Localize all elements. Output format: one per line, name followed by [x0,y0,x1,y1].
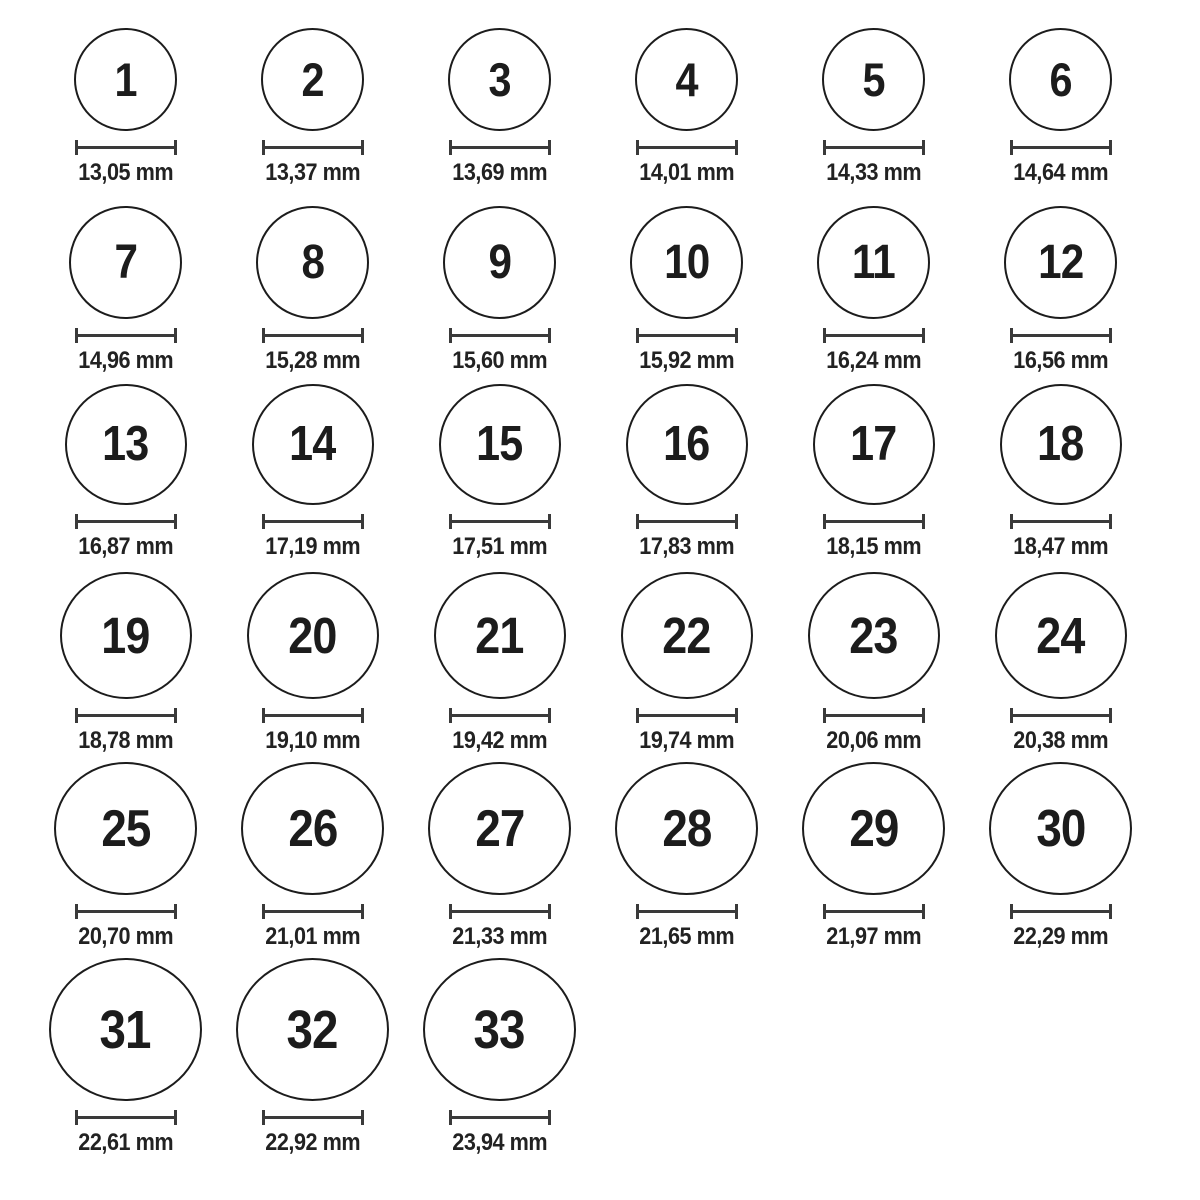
measure-tick-right [548,708,551,723]
measure-tick-right [735,328,738,343]
ring-size-item [593,572,780,754]
diameter-label: 21,33 mm [452,923,547,950]
size-number: 18 [1037,417,1084,471]
measure-tick-right [361,140,364,155]
diameter-measure-line [1010,140,1112,155]
diameter-measure-line [262,1110,364,1125]
diameter-label: 19,74 mm [639,727,734,754]
size-circle [448,28,551,131]
measure-tick-right [735,514,738,529]
diameter-label: 17,51 mm [452,533,547,560]
measure-tick-right [922,514,925,529]
diameter-label: 16,87 mm [78,533,173,560]
size-number: 25 [100,799,151,858]
ring-size-item [32,958,219,1156]
size-number: 29 [848,799,899,858]
size-circle [802,762,945,895]
diameter-measure-line [75,328,177,343]
measure-bar [823,520,925,523]
measure-bar [823,334,925,337]
measure-tick-right [174,140,177,155]
ring-size-item [406,384,593,560]
measure-bar [636,146,738,149]
ring-size-item [406,572,593,754]
size-number: 4 [675,53,698,106]
diameter-measure-line [823,140,925,155]
diameter-measure-line [75,514,177,529]
diameter-measure-line [449,1110,551,1125]
diameter-label: 16,56 mm [1013,347,1108,374]
diameter-label: 22,29 mm [1013,923,1108,950]
ring-size-item [32,198,219,374]
ring-size-item [967,762,1154,950]
measure-tick-right [174,328,177,343]
ring-size-item [32,572,219,754]
size-number: 31 [99,999,152,1060]
diameter-label: 21,65 mm [639,923,734,950]
ring-size-item [780,384,967,560]
diameter-label: 22,92 mm [265,1129,360,1156]
diameter-measure-line [75,904,177,919]
size-number: 32 [286,999,339,1060]
diameter-measure-line [1010,904,1112,919]
measure-tick-right [361,708,364,723]
ring-size-item [593,384,780,560]
size-circle [252,384,374,505]
ring-size-item [780,762,967,950]
chart-row [32,958,1200,1200]
size-circle [74,28,177,131]
size-circle [1009,28,1112,131]
diameter-measure-line [449,140,551,155]
diameter-label: 17,19 mm [265,533,360,560]
measure-tick-right [361,904,364,919]
ring-size-item [967,198,1154,374]
size-circle [822,28,925,131]
diameter-label: 22,61 mm [78,1129,173,1156]
diameter-measure-line [262,708,364,723]
diameter-label: 18,47 mm [1013,533,1108,560]
diameter-measure-line [449,514,551,529]
ring-size-item [593,0,780,186]
ring-size-item [967,384,1154,560]
diameter-measure-line [636,140,738,155]
size-number: 17 [850,417,897,471]
diameter-measure-line [636,514,738,529]
diameter-label: 15,28 mm [265,347,360,374]
ring-size-item [593,198,780,374]
chart-row [32,198,1200,384]
measure-tick-right [735,708,738,723]
measure-tick-right [361,328,364,343]
ring-size-item [219,572,406,754]
diameter-label: 20,06 mm [826,727,921,754]
size-circle [808,572,940,699]
size-circle [434,572,566,699]
diameter-label: 15,92 mm [639,347,734,374]
size-circle [615,762,758,895]
size-number: 24 [1036,607,1085,664]
diameter-measure-line [1010,328,1112,343]
measure-bar [449,334,551,337]
size-number: 26 [287,799,338,858]
measure-bar [75,520,177,523]
measure-bar [1010,146,1112,149]
diameter-label: 19,10 mm [265,727,360,754]
measure-bar [636,334,738,337]
size-number: 14 [289,417,336,471]
diameter-label: 18,78 mm [78,727,173,754]
size-circle [49,958,202,1101]
measure-bar [449,146,551,149]
size-number: 5 [862,53,885,106]
diameter-measure-line [262,328,364,343]
measure-bar [1010,334,1112,337]
measure-tick-right [548,904,551,919]
diameter-label: 17,83 mm [639,533,734,560]
size-circle [247,572,379,699]
size-circle [989,762,1132,895]
size-circle [626,384,748,505]
ring-size-item [32,762,219,950]
size-number: 8 [301,235,324,289]
size-number: 27 [474,799,525,858]
measure-tick-right [174,708,177,723]
measure-bar [262,1116,364,1119]
ring-size-item [780,572,967,754]
size-circle [60,572,192,699]
size-circle [54,762,197,895]
size-circle [995,572,1127,699]
size-number: 11 [852,235,895,289]
measure-tick-right [174,514,177,529]
chart-row [32,384,1200,572]
size-number: 30 [1035,799,1086,858]
diameter-measure-line [449,328,551,343]
measure-bar [75,146,177,149]
measure-bar [1010,520,1112,523]
measure-tick-right [1109,328,1112,343]
diameter-label: 20,70 mm [78,923,173,950]
chart-row [32,572,1200,762]
diameter-measure-line [75,1110,177,1125]
size-circle [423,958,576,1101]
diameter-label: 15,60 mm [452,347,547,374]
measure-tick-right [548,328,551,343]
size-circle [635,28,738,131]
size-number: 28 [661,799,712,858]
ring-size-item [406,958,593,1156]
measure-bar [262,910,364,913]
size-circle [621,572,753,699]
measure-bar [1010,910,1112,913]
ring-size-item [219,958,406,1156]
diameter-label: 23,94 mm [452,1129,547,1156]
diameter-label: 19,42 mm [452,727,547,754]
diameter-measure-line [449,904,551,919]
size-number: 33 [473,999,526,1060]
size-number: 19 [101,607,150,664]
size-circle [443,206,556,319]
size-number: 13 [102,417,149,471]
ring-size-item [780,198,967,374]
size-circle [241,762,384,895]
measure-tick-right [548,1110,551,1125]
diameter-label: 18,15 mm [826,533,921,560]
diameter-measure-line [262,514,364,529]
diameter-label: 14,33 mm [826,159,921,186]
size-number: 21 [475,607,524,664]
measure-bar [262,520,364,523]
size-number: 10 [663,235,710,289]
measure-bar [449,714,551,717]
measure-tick-right [548,514,551,529]
size-circle [69,206,182,319]
measure-bar [636,714,738,717]
measure-bar [262,714,364,717]
diameter-label: 13,69 mm [452,159,547,186]
size-circle [813,384,935,505]
size-number: 12 [1037,235,1084,289]
measure-tick-right [1109,708,1112,723]
size-number: 9 [488,235,511,289]
measure-bar [449,1116,551,1119]
size-number: 6 [1049,53,1072,106]
size-circle [630,206,743,319]
size-number: 22 [662,607,711,664]
measure-tick-right [548,140,551,155]
measure-bar [636,520,738,523]
diameter-label: 14,01 mm [639,159,734,186]
ring-size-item [406,762,593,950]
measure-bar [262,334,364,337]
diameter-measure-line [636,328,738,343]
measure-bar [823,910,925,913]
ring-size-item [219,198,406,374]
size-number: 2 [301,53,324,106]
measure-bar [449,520,551,523]
diameter-measure-line [823,328,925,343]
diameter-label: 16,24 mm [826,347,921,374]
size-circle [817,206,930,319]
measure-bar [75,1116,177,1119]
size-number: 20 [288,607,337,664]
measure-bar [262,146,364,149]
measure-tick-right [922,904,925,919]
ring-size-item [219,384,406,560]
measure-bar [823,714,925,717]
size-circle [1004,206,1117,319]
measure-tick-right [174,1110,177,1125]
measure-bar [636,910,738,913]
diameter-label: 14,64 mm [1013,159,1108,186]
diameter-label: 13,37 mm [265,159,360,186]
measure-tick-right [361,514,364,529]
measure-tick-right [922,140,925,155]
measure-bar [75,334,177,337]
ring-size-item [406,198,593,374]
size-number: 15 [476,417,523,471]
measure-tick-right [174,904,177,919]
diameter-measure-line [823,904,925,919]
diameter-measure-line [1010,514,1112,529]
size-number: 16 [663,417,710,471]
ring-size-item [219,0,406,186]
measure-bar [823,146,925,149]
measure-tick-right [922,708,925,723]
diameter-measure-line [1010,708,1112,723]
size-circle [1000,384,1122,505]
diameter-label: 14,96 mm [78,347,173,374]
measure-bar [449,910,551,913]
measure-bar [1010,714,1112,717]
diameter-measure-line [823,514,925,529]
measure-tick-right [1109,140,1112,155]
diameter-measure-line [636,904,738,919]
ring-size-item [406,0,593,186]
ring-size-item [32,0,219,186]
diameter-measure-line [823,708,925,723]
diameter-measure-line [262,140,364,155]
measure-tick-right [1109,904,1112,919]
size-number: 23 [849,607,898,664]
diameter-measure-line [75,708,177,723]
chart-row [32,0,1200,198]
diameter-label: 21,97 mm [826,923,921,950]
size-number: 7 [114,235,137,289]
size-circle [256,206,369,319]
size-circle [428,762,571,895]
diameter-measure-line [636,708,738,723]
diameter-measure-line [262,904,364,919]
diameter-label: 21,01 mm [265,923,360,950]
size-circle [65,384,187,505]
measure-tick-right [922,328,925,343]
chart-row [32,762,1200,958]
ring-size-item [219,762,406,950]
size-circle [261,28,364,131]
ring-size-item [967,0,1154,186]
size-number: 1 [114,53,137,106]
size-circle [236,958,389,1101]
size-circle [439,384,561,505]
ring-size-item [593,762,780,950]
measure-tick-right [735,904,738,919]
ring-size-item [780,0,967,186]
measure-bar [75,910,177,913]
measure-bar [75,714,177,717]
ring-size-item [967,572,1154,754]
diameter-measure-line [75,140,177,155]
measure-tick-right [361,1110,364,1125]
size-number: 3 [488,53,511,106]
measure-tick-right [1109,514,1112,529]
ring-size-item [32,384,219,560]
diameter-label: 20,38 mm [1013,727,1108,754]
diameter-label: 13,05 mm [78,159,173,186]
measure-tick-right [735,140,738,155]
diameter-measure-line [449,708,551,723]
